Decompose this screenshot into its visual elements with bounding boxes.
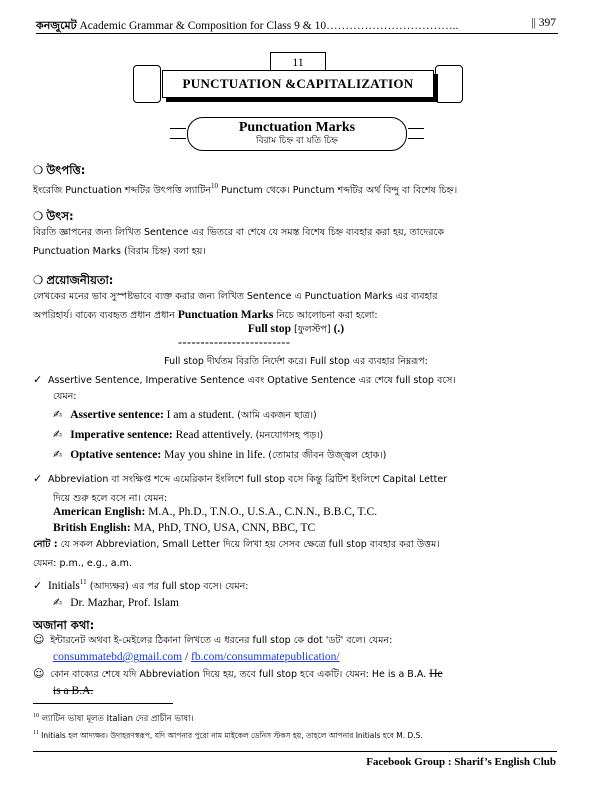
chapter-title: PUNCTUATION &CAPITALIZATION [162, 70, 434, 98]
section-unknown-heading: অজানা কথা: [33, 618, 95, 632]
unknown-item-2: ☺ কোন বাক্যের শেষে যদি Abbreviation দিয়ে হয়, তবে full stop হবে একটি। যেমন: He is a B.A. He is a B.A. [33, 667, 443, 697]
fullstop-intro: Full stop দীর্ঘতম বিরতি নির্দেশ করে। Full stop এর ব্যবহার নিম্নরূপ: [164, 356, 428, 367]
footer-text: Facebook Group : Sharif’s English Club [366, 756, 556, 768]
origin-text: ইংরেজি Punctuation শব্দটির উৎপত্তি ল্যাটিন$^{10}$ Punctum থেকে। Punctum শব্দটির অর্থ বিন্দু বা বিশেষ চিহ্ন। [33, 182, 458, 196]
pencil-icon: ✍ [53, 596, 63, 609]
subtitle-main: Punctuation Marks [238, 120, 356, 135]
unknown-item-1: ☺ ইন্টারনেট অথবা ই-মেইলের ঠিকানা লিখতে এ ধরনের full stop কে dot 'ডট' বলে। যেমন: consummatebd@gmail.com / fb.com/consummatepublication/ [33, 633, 393, 663]
circle-bullet-icon: ❍ [33, 209, 44, 223]
section-origin-heading: ❍ উৎপত্তি: [33, 163, 86, 177]
example-list [53, 405, 553, 465]
footnote-11: $^{11}$ Initials হল আদ্যক্ষর। উদাহরণস্বরূপ, যদি আপনার পুরো নাম মাইকেল ডেনিস স্টকস হয়, তাহলে আপনার Initials হবে M. D.S. [33, 730, 423, 740]
header-rule [36, 33, 558, 34]
pencil-icon: ✍ [53, 408, 63, 421]
subtitle-sub: বিরাম চিহ্ন বা যতি চিহ্ন [256, 136, 338, 146]
fullstop-heading: Full stop [ফুলস্টপ] (.) [247, 323, 345, 335]
subtitle-box [187, 117, 407, 151]
facebook-link[interactable]: fb.com/consummatepublication/ [191, 651, 340, 663]
book-title: Academic Grammar & Composition for Class 9 & 10…………………………….. [79, 20, 459, 32]
english-examples: American English: M.A., Ph.D., T.N.O., U.S.A., C.N.N., B.B.C, T.C. British English: MA, PhD, TNO, USA, CNN, BBC, TC [53, 506, 378, 534]
smiley-icon: ☺ [33, 633, 45, 646]
list-item: ✍ Optative sentence: May you shine in life. (তোমার জীবন উজ্জ্বল হোক।) [53, 448, 387, 461]
example-label: যেমন: [53, 391, 77, 402]
footnote-10: $^{10}$ ল্যাটিন ভাষা মূলত Italian দের প্রাচীন ভাষা। [33, 713, 194, 724]
dashed-divider: ------------------------- [178, 335, 291, 349]
note-text: নোট : যে সকল Abbreviation, Small Letter দিয়ে লিখা হয় সেসব ক্ষেত্রে full stop ব্যবহার করা উত্তম। যেমন: p.m., e.g., a.m. [33, 539, 440, 569]
chapter-number: 11 [270, 52, 326, 71]
rule-abbreviation: ✓ Abbreviation বা সংক্ষিপ্ত শব্দে এমেরিকান ইংলিশে full stop বসে কিন্তু ব্রিটিশ ইংলিশে Capital Letter দিয়ে শুরু হলে বসে না। যেমন: [33, 472, 448, 504]
circle-bullet-icon: ❍ [33, 273, 44, 287]
initials-example: ✍ Dr. Mazhar, Prof. Islam [53, 596, 179, 609]
rule-initials: ✓ Initials$^{11}$ (আদ্যক্ষর) এর পর full stop বসে। যেমন: [33, 578, 249, 592]
list-item: ✍ Assertive sentence: I am a student. (আমি একজন ছাত্র।) [53, 408, 317, 421]
footer-rule [33, 751, 557, 752]
footnote-rule [33, 703, 173, 704]
smiley-icon: ☺ [33, 667, 45, 680]
page-number: || 397 [531, 17, 556, 29]
section-definition-heading: ❍ উৎস: [33, 209, 74, 223]
checkmark-icon: ✓ [33, 472, 43, 485]
necessity-text: লেখকের মনের ভাব সুস্পষ্টভাবে ব্যক্ত করার জন্য লিখিত Sentence এ Punctuation Marks এর ব্যবহার অপরিহার্য। বাক্যে ব্যবহৃত প্রধান প্রধান Punctuation Marks নিচে আলোচনা করা হলো: [33, 291, 438, 321]
pencil-icon: ✍ [53, 448, 63, 461]
email-link[interactable]: consummatebd@gmail.com [53, 651, 183, 663]
checkmark-icon: ✓ [33, 373, 43, 386]
rule-assertive: ✓ Assertive Sentence, Imperative Sentence এবং Optative Sentence এর শেষে full stop বসে। [33, 373, 456, 386]
checkmark-icon: ✓ [33, 578, 43, 592]
circle-bullet-icon: ❍ [33, 163, 44, 177]
pencil-icon: ✍ [53, 428, 63, 441]
brand-name: কনজুমেট [36, 19, 77, 32]
list-item: ✍ Imperative sentence: Read attentively. (মনযোগসহ পড়।) [53, 428, 324, 441]
definition-text: বিরতি জ্ঞাপনের জন্য লিখিত Sentence এর ভিতরে বা শেষে যে সমস্ত বিশেষ চিহ্ন ব্যবহার করা হয়, তাদেরকে Punctuation Marks (বিরাম চিহ্ন) বলা হয়। [33, 227, 444, 257]
section-necessity-heading: ❍ প্রয়োজনীয়তা: [33, 273, 114, 287]
